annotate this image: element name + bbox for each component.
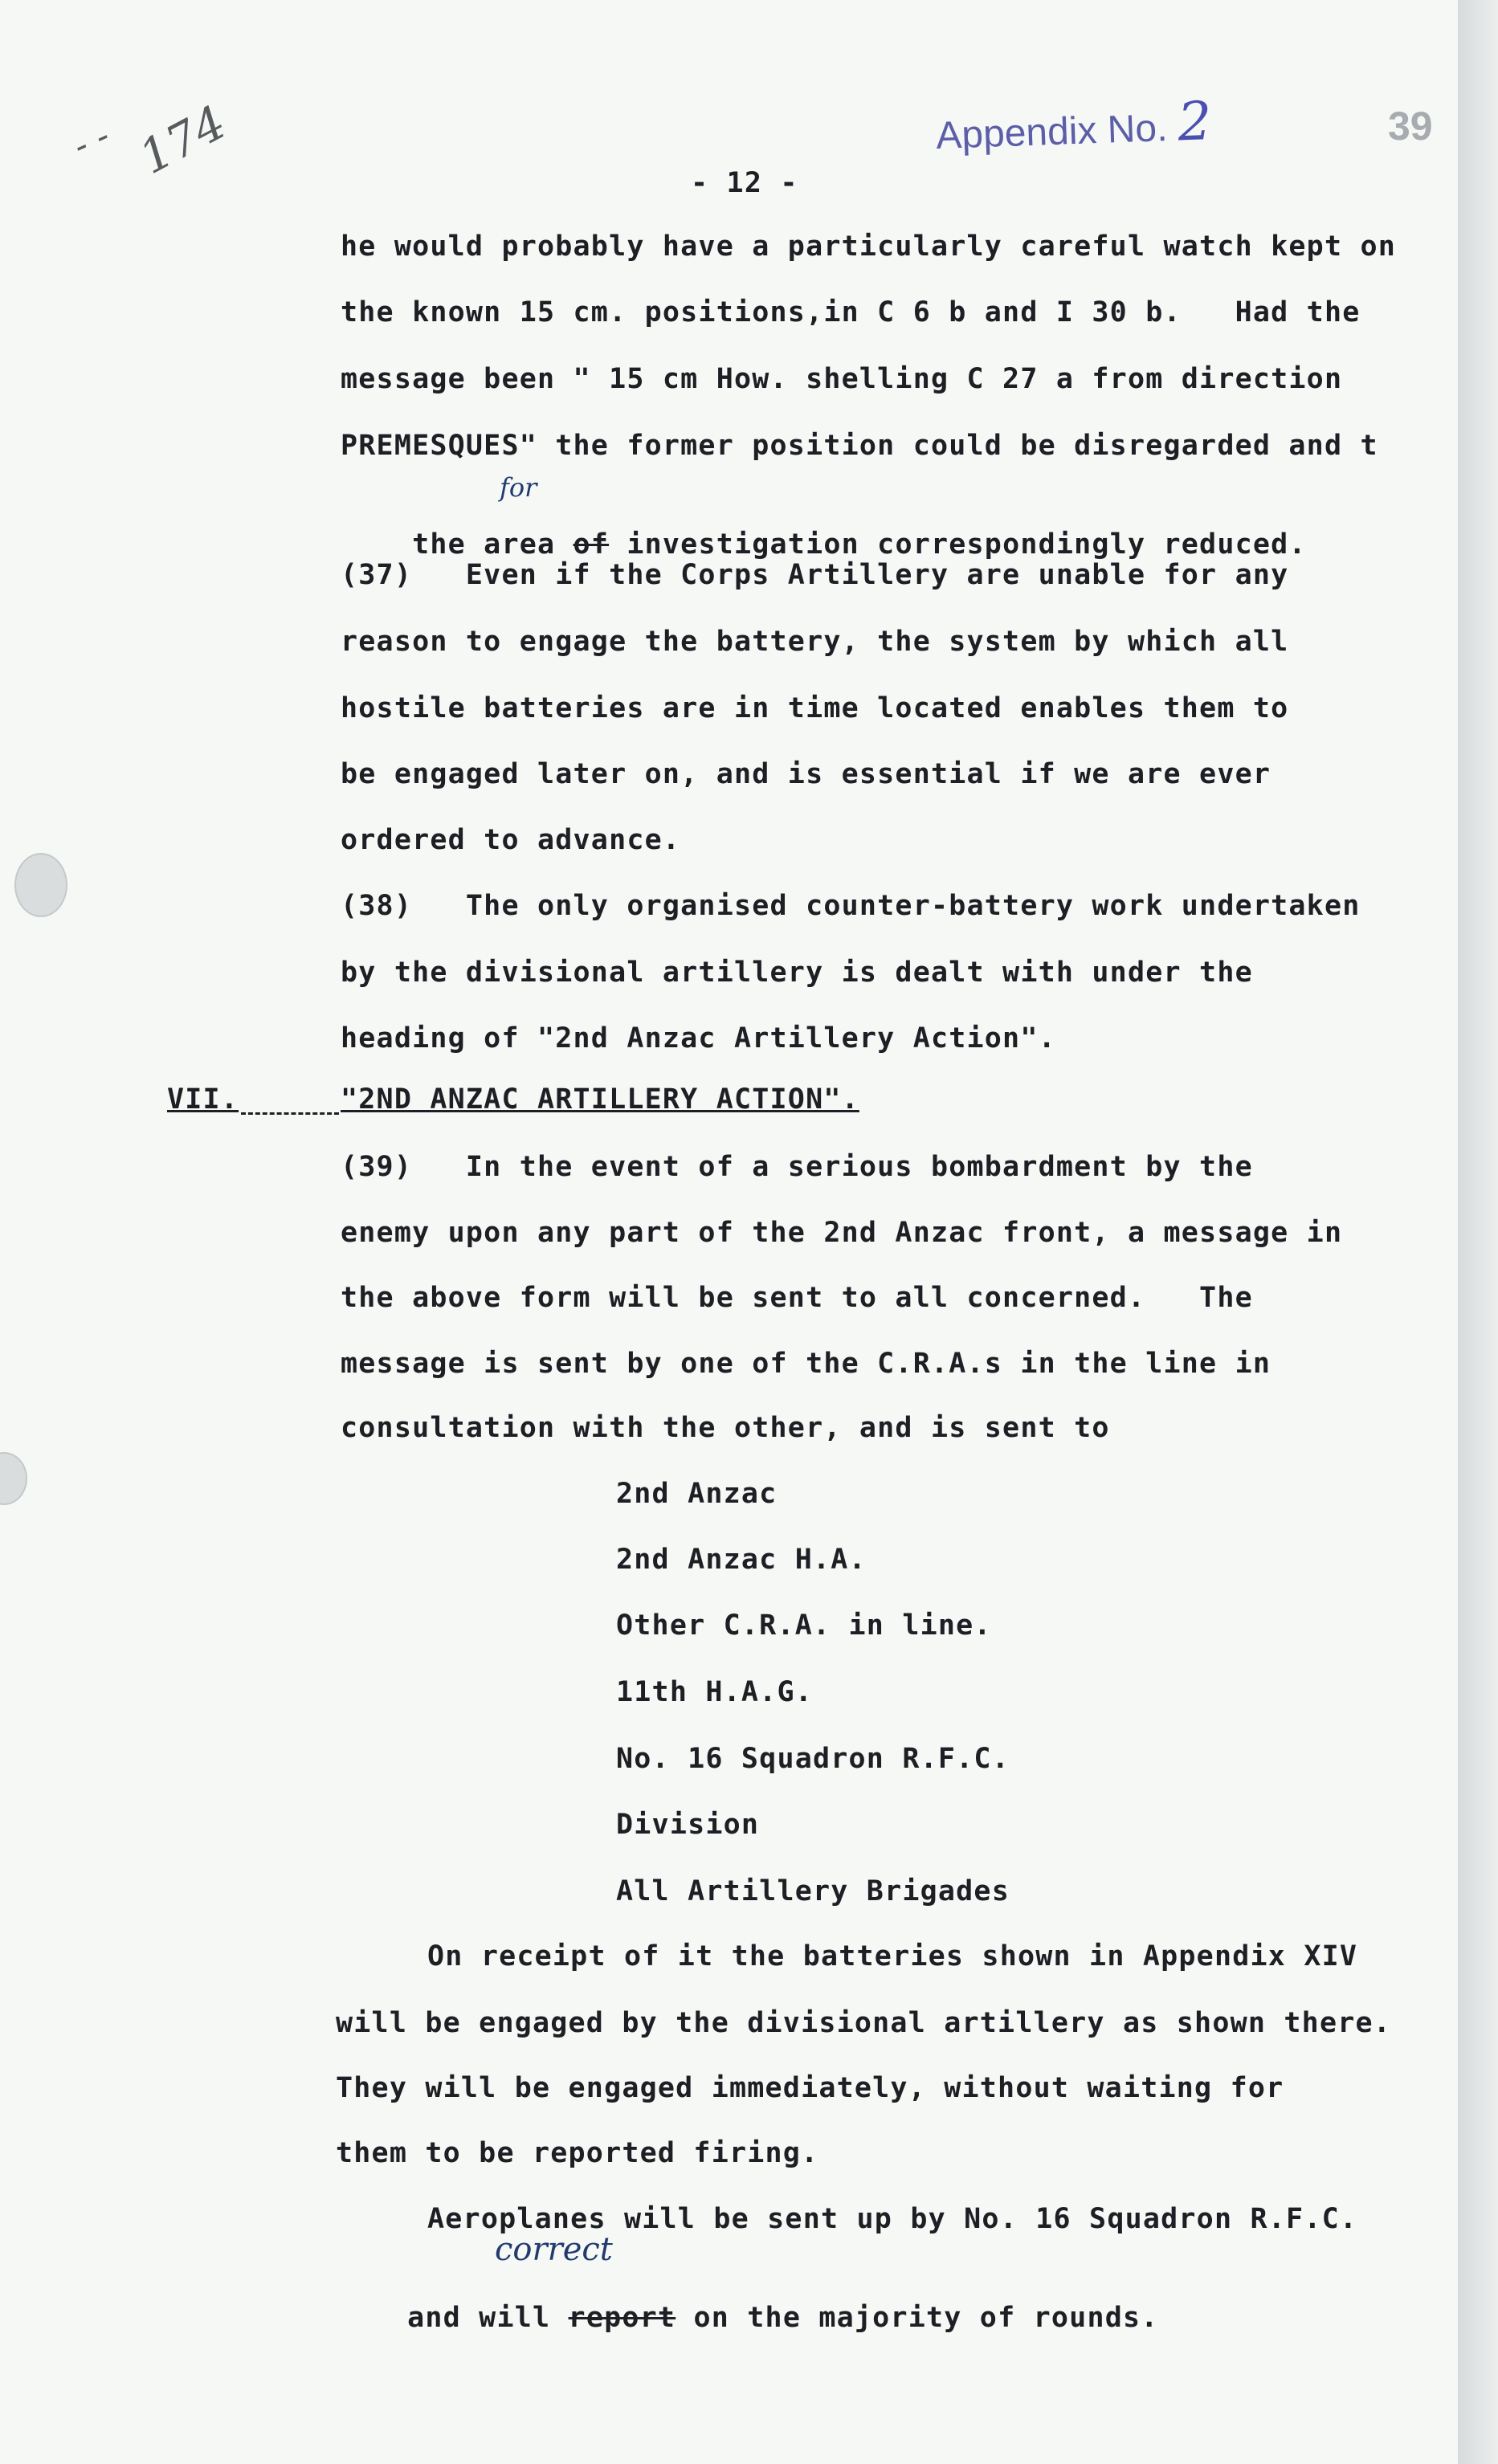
page-number: - 12 - [691,167,798,199]
recipient-artillery-brigades: All Artillery Brigades [616,1875,1010,1907]
text-line-3: message been " 15 cm How. shelling C 27 a from direction [341,363,1343,395]
section-heading: "2ND ANZAC ARTILLERY ACTION". [341,1083,859,1116]
paragraph-39-line-5: consultation with the other, and is sent to [341,1412,1110,1444]
recipient-2nd-anzac-ha: 2nd Anzac H.A. [616,1544,867,1576]
paragraph-37-line-3: hostile batteries are in time located enables them to [341,692,1289,724]
paragraph-38-line-1: (38) The only organised counter-battery work undertaken [341,890,1361,922]
punch-hole-lower [0,1452,27,1505]
folio-number: 174 [130,94,235,186]
text-line-5-start: the area [412,528,573,561]
recipient-2nd-anzac: 2nd Anzac [616,1478,778,1510]
appendix-stamp [935,90,1213,161]
struck-word-report: report [568,2302,676,2334]
paragraph-receipt-line-1: On receipt of it the batteries shown in Appendix XIV [427,1940,1358,1972]
text-line-4: PREMESQUES" the former position could be disregarded and t [341,430,1378,462]
handwritten-correction-correct: correct [495,2231,613,2268]
page-stamp-number: 39 [1388,104,1433,149]
paragraph-receipt-line-4: them to be reported firing. [336,2137,819,2169]
text-line-2: the known 15 cm. positions,in C 6 b and I 30 b. Had the [341,296,1361,328]
appendix-label: Appendix No. [935,106,1169,157]
section-number: VII. [167,1083,239,1116]
paragraph-receipt-line-3: They will be engaged immediately, without waiting for [336,2072,1284,2104]
recipient-11th-hag: 11th H.A.G. [616,1676,813,1708]
line-start: and will [407,2302,569,2334]
paragraph-37-line-1: (37) Even if the Corps Artillery are unable for any [341,559,1289,591]
handwritten-correction-for: for [500,472,537,503]
section-heading-dashes [241,1112,339,1115]
struck-word-of: of [573,528,610,561]
punch-hole-upper [14,853,67,917]
recipient-other-cra: Other C.R.A. in line. [616,1609,992,1642]
pencil-dash-mark: - - [67,115,116,167]
recipient-division: Division [616,1809,760,1841]
paragraph-receipt-line-2: will be engaged by the divisional artillery as shown there. [336,2007,1392,2039]
underlying-pages-edge [1458,0,1498,2464]
paragraph-38-line-2: by the divisional artillery is dealt with under the [341,957,1253,989]
paragraph-aeroplanes-line-1: Aeroplanes will be sent up by No. 16 Squadron R.F.C. [427,2203,1358,2235]
recipient-16-squadron: No. 16 Squadron R.F.C. [616,1743,1010,1775]
paragraph-39-line-1: (39) In the event of a serious bombardment by the [341,1151,1253,1183]
appendix-number: 2 [1177,90,1213,153]
paragraph-aeroplanes-line-2 [336,2270,1159,2366]
line-end: on the majority of rounds. [676,2302,1159,2334]
text-line-1: he would probably have a particularly careful watch kept on [341,230,1397,263]
paragraph-39-line-4: message is sent by one of the C.R.A.s in the line in [341,1348,1271,1380]
paragraph-37-line-2: reason to engage the battery, the system by which all [341,626,1289,658]
paragraph-39-line-3: the above form will be sent to all concerned. The [341,1282,1253,1314]
paragraph-39-line-2: enemy upon any part of the 2nd Anzac front, a message in [341,1217,1343,1249]
paragraph-37-line-4: be engaged later on, and is essential if we are ever [341,758,1271,790]
text-line-5-end: investigation correspondingly reduced. [609,528,1307,561]
paragraph-37-line-5: ordered to advance. [341,824,681,856]
paragraph-38-line-3: heading of "2nd Anzac Artillery Action". [341,1022,1056,1055]
